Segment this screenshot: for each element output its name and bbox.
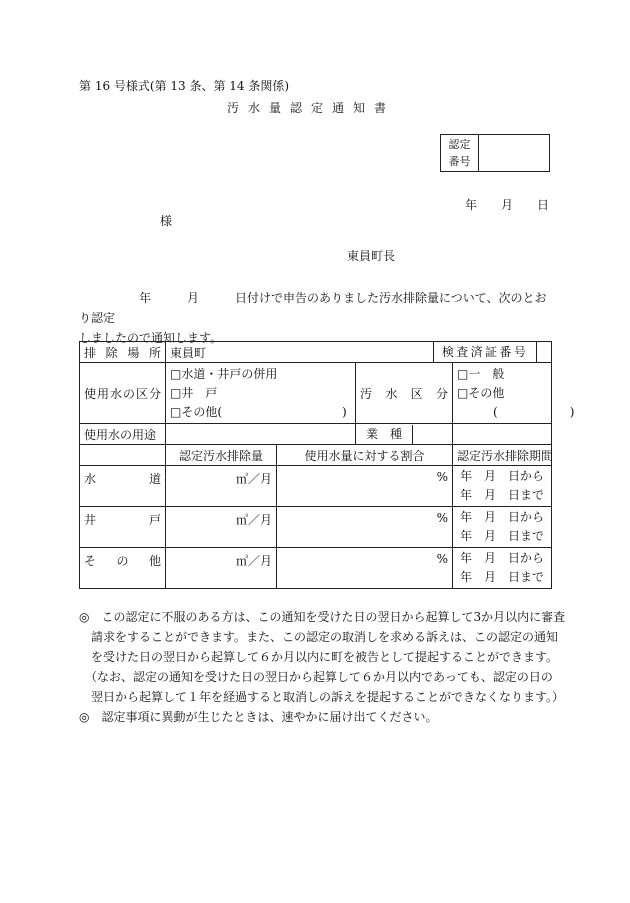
row-period[interactable] xyxy=(453,507,552,548)
note-1-line: （なお、認定の通知を受けた日の翌日から起算して６か月以内であっても、認定の日の xyxy=(79,670,553,684)
header-volume: 認定汚水排除量 xyxy=(166,445,277,466)
row-percent[interactable]: % xyxy=(277,507,453,548)
row-source: 井戸 xyxy=(84,513,161,527)
row-source: 水道 xyxy=(84,472,161,486)
document-title: 汚水量認定通知書 xyxy=(227,101,396,115)
sewage-class-option[interactable]: □一 般 xyxy=(457,366,505,381)
note-2: ◎ 認定事項に異動が生じたときは、速やかに届け出てください。 xyxy=(79,710,438,724)
water-class-option[interactable]: □その他( ) xyxy=(170,404,347,419)
row-period[interactable] xyxy=(453,466,552,507)
addressee-suffix: 様 xyxy=(160,214,173,228)
location-label: 排除場所 xyxy=(84,345,161,360)
inspection-number-label: 検査済証番号 xyxy=(434,342,537,362)
body-line-2: しましたので通知します。 xyxy=(79,331,223,345)
water-class-label: 使用水の区分 xyxy=(84,386,161,401)
issuer: 東員町長 xyxy=(347,249,396,263)
cert-label-line1: 認定 xyxy=(448,138,471,151)
row-percent[interactable]: % xyxy=(277,466,453,507)
notes xyxy=(79,607,566,727)
sewage-class-label: 汚水区分 xyxy=(360,386,449,401)
sewage-class-option: ( ) xyxy=(457,404,575,419)
note-1-line: 翌日から起算して１年を経過すると取消しの訴えを提起することができなくなります。） xyxy=(79,690,565,704)
note-1-line: ◎ この認定に不服のある方は、この通知を受けた日の翌日から起算して3か月以内に審査 xyxy=(79,610,566,624)
period-from: 年 月 日から xyxy=(460,551,545,565)
industry-label: 業 種 xyxy=(356,425,413,444)
certification-number-box xyxy=(440,134,550,172)
sewage-class-options xyxy=(453,363,575,424)
water-class-option[interactable]: □水道・井戸の併用 xyxy=(170,366,278,381)
usage-label: 使用水の用途 xyxy=(80,424,166,445)
date-month: 月 xyxy=(501,198,514,212)
note-1-line: 請求をすることができます。また、この認定の取消しを求める訴えは、この認定の通知 xyxy=(79,630,559,644)
header-ratio: 使用水量に対する割合 xyxy=(277,445,453,466)
row-volume-unit[interactable]: ㎥／月 xyxy=(166,507,277,548)
location-value[interactable]: 東員町 xyxy=(166,342,434,363)
body-line-1: 年 月 日付けで申告のありました汚水排除量について、次のとおり認定 xyxy=(79,291,547,325)
water-class-option[interactable]: □井 戸 xyxy=(170,385,218,400)
period-to: 年 月 日まで xyxy=(460,529,545,543)
usage-value[interactable] xyxy=(166,424,356,445)
period-from: 年 月 日から xyxy=(460,510,545,524)
water-class-options xyxy=(166,363,356,424)
date-year: 年 xyxy=(465,198,478,212)
row-source: その他 xyxy=(84,554,161,568)
row-volume-unit[interactable]: ㎥／月 xyxy=(166,548,277,589)
body-text xyxy=(79,288,551,348)
row-period[interactable] xyxy=(453,548,552,589)
cert-label-line2: 番号 xyxy=(448,155,471,168)
row-volume-unit[interactable]: ㎥／月 xyxy=(166,466,277,507)
period-from: 年 月 日から xyxy=(460,469,545,483)
note-1-line: を受けた日の翌日から起算して６か月以内に町を被告として提起することができます。 xyxy=(79,650,559,664)
header-empty xyxy=(80,445,166,466)
row-percent[interactable]: % xyxy=(277,548,453,589)
industry-value[interactable] xyxy=(413,425,452,444)
header-period: 認定汚水排除期間 xyxy=(453,445,552,466)
form-number: 第 16 号様式(第 13 条、第 14 条関係) xyxy=(79,79,290,93)
industry-value-cont[interactable] xyxy=(453,424,552,445)
certification-table xyxy=(79,341,575,589)
period-to: 年 月 日まで xyxy=(460,488,545,502)
sewage-class-option[interactable]: □その他 xyxy=(457,385,505,400)
date-day: 日 xyxy=(537,198,550,212)
period-to: 年 月 日まで xyxy=(460,570,545,584)
inspection-number-value[interactable] xyxy=(537,342,551,362)
certification-number-label xyxy=(441,135,479,171)
